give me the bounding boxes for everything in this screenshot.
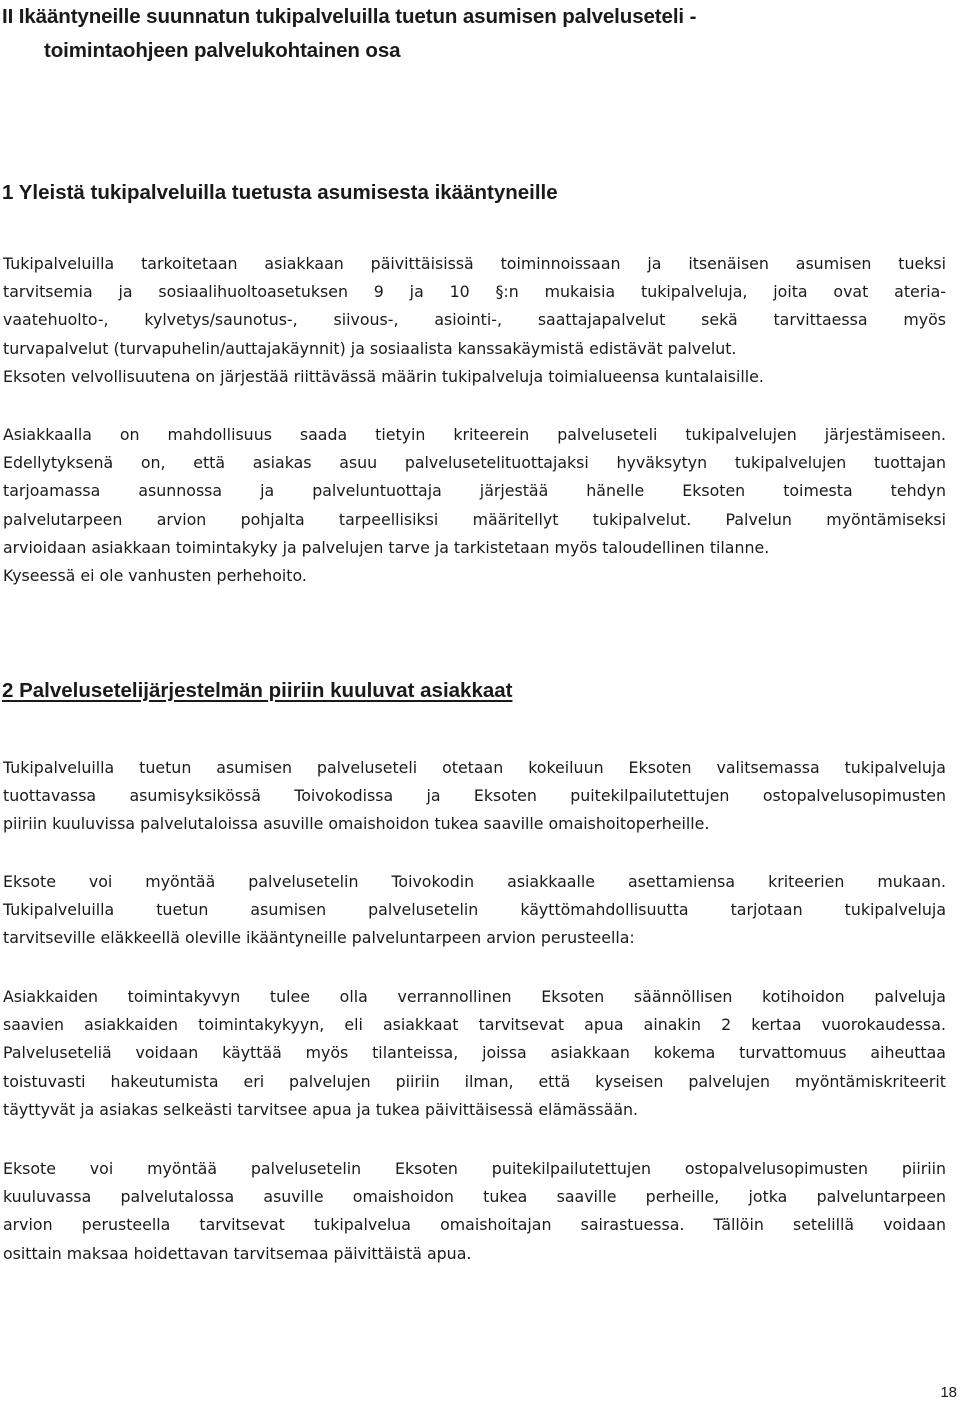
text-line: Eksote voi myöntää palvelusetelin Toivokodin asiakkaalle asettamiensa kriteerien mukaan. bbox=[3, 872, 946, 891]
section-2-paragraph-1 bbox=[3, 754, 946, 839]
document-title-line-2: toimintaohjeen palvelukohtainen osa bbox=[44, 39, 401, 62]
text-line: osittain maksaa hoidettavan tarvitsemaa päivittäistä apua. bbox=[3, 1243, 472, 1263]
text-line: piiriin kuuluvissa palvelutaloissa asuville omaishoidon tukea saaville omaishoitoperheille. bbox=[3, 814, 710, 834]
text-line: Tukipalveluilla tarkoitetaan asiakkaan päivittäisissä toiminnoissaan ja itsenäisen asumisen tueksi bbox=[3, 254, 946, 273]
document-title-line-1: II Ikääntyneille suunnatun tukipalveluilla tuetun asumisen palveluseteli - bbox=[2, 5, 697, 28]
text-line: kuuluvassa palvelutalossa asuville omaishoidon tukea saaville perheille, jotka palveluntarpeen bbox=[3, 1187, 946, 1207]
text-line: Asiakkaiden toimintakyvyn tulee olla verrannollinen Eksoten säännöllisen kotihoidon palveluja bbox=[3, 987, 946, 1006]
text-line: saavien asiakkaiden toimintakykyyn, eli asiakkaat tarvitsevat apua ainakin 2 kertaa vuorokaudessa. bbox=[3, 1015, 946, 1035]
section-2-paragraph-3 bbox=[3, 983, 946, 1124]
text-line: arvion perusteella tarvitsevat tukipalvelua omaishoitajan sairastuessa. Tällöin setelillä voidaan bbox=[3, 1215, 946, 1235]
document-title bbox=[2, 0, 942, 68]
text-line: Eksote voi myöntää palvelusetelin Eksoten puitekilpailutettujen ostopalvelusopimusten piiriin bbox=[3, 1159, 946, 1178]
section-1-heading: 1 Yleistä tukipalveluilla tuetusta asumisesta ikääntyneille bbox=[2, 181, 558, 204]
section-2-paragraph-2 bbox=[3, 868, 946, 953]
text-line: Eksoten velvollisuutena on järjestää riittävässä määrin tukipalveluja toimialueensa kuntalaisille. bbox=[3, 366, 764, 386]
text-line: Kyseessä ei ole vanhusten perhehoito. bbox=[3, 566, 307, 586]
text-line: toistuvasti hakeutumista eri palvelujen piiriin ilman, että kyseisen palvelujen myöntämiskriteerit bbox=[3, 1071, 946, 1091]
text-line: Asiakkaalla on mahdollisuus saada tietyin kriteerein palveluseteli tukipalvelujen järjestämiseen. bbox=[3, 425, 946, 444]
text-line: vaatehuolto-, kylvetys/saunotus-, siivous-, asiointi-, saattajapalvelut sekä tarvittaessa myös bbox=[3, 310, 946, 330]
section-2-paragraph-4 bbox=[3, 1155, 946, 1268]
text-line: arvioidaan asiakkaan toimintakyky ja palvelujen tarve ja tarkistetaan myös taloudellinen tilanne. bbox=[3, 537, 770, 557]
text-line: tuottavassa asumisyksikössä Toivokodissa ja Eksoten puitekilpailutettujen ostopalvelusopimusten bbox=[3, 786, 946, 806]
text-line: Edellytyksenä on, että asiakas asuu palvelusetelituottajaksi hyväksytyn tukipalvelujen tuottajan bbox=[3, 453, 946, 473]
text-line: täyttyvät ja asiakas selkeästi tarvitsee apua ja tukea päivittäisessä elämässään. bbox=[3, 1099, 639, 1119]
text-line: tarvitsemia ja sosiaalihuoltoasetuksen 9 ja 10 §:n mukaisia tukipalveluja, joita ovat ateria- bbox=[3, 282, 946, 302]
text-line: Palveluseteliä voidaan käyttää myös tilanteissa, joissa asiakkaan kokema turvattomuus aiheuttaa bbox=[3, 1043, 946, 1063]
text-line: tarjoamassa asunnossa ja palveluntuottaja järjestää hänelle Eksoten toimesta tehdyn bbox=[3, 481, 946, 501]
text-line: Tukipalveluilla tuetun asumisen palveluseteli otetaan kokeiluun Eksoten valitsemassa tukipalveluja bbox=[3, 758, 946, 777]
text-line: palvelutarpeen arvion pohjalta tarpeellisiksi määritellyt tukipalvelut. Palvelun myöntämiseksi bbox=[3, 509, 946, 529]
text-line: turvapalvelut (turvapuhelin/auttajakäynnit) ja sosiaalista kanssakäymistä edistävät palvelut. bbox=[3, 338, 737, 358]
text-line: tarvitseville eläkkeellä oleville ikääntyneille palveluntarpeen arvion perusteella: bbox=[3, 928, 635, 948]
page-number: 18 bbox=[940, 1384, 957, 1401]
section-1-paragraph-2 bbox=[3, 421, 946, 590]
section-2-heading: 2 Palvelusetelijärjestelmän piiriin kuuluvat asiakkaat bbox=[2, 679, 513, 702]
text-line: Tukipalveluilla tuetun asumisen palvelusetelin käyttömahdollisuutta tarjotaan tukipalveluja bbox=[3, 900, 946, 920]
section-1-paragraph-1 bbox=[3, 250, 946, 391]
